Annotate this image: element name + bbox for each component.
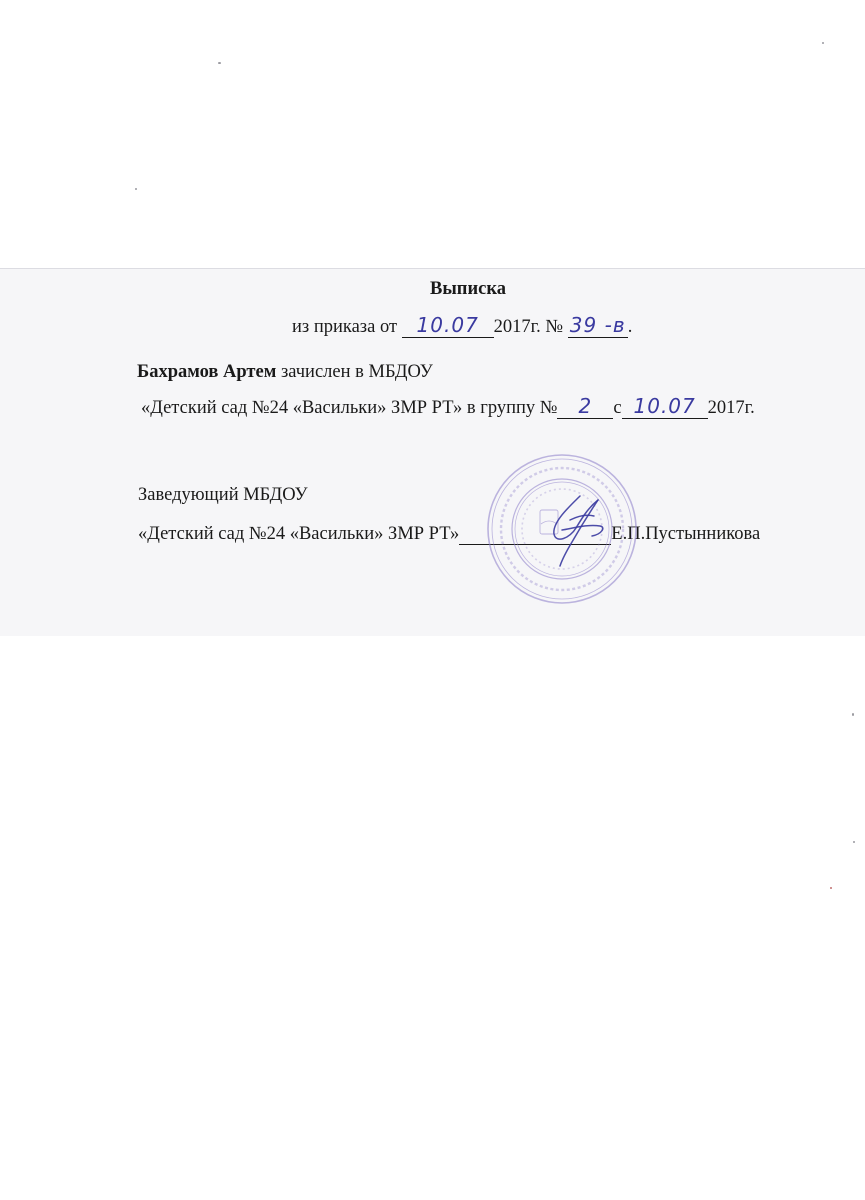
page-background-bottom: [0, 636, 865, 1200]
scan-speck: [830, 887, 832, 889]
signatory-line: [138, 523, 760, 545]
enrollment-line: [137, 361, 433, 383]
scan-speck: [218, 62, 221, 64]
scan-speck: [822, 42, 824, 44]
order-line: [292, 313, 633, 338]
group-date-handwritten: 10.07: [633, 394, 696, 418]
group-number-handwritten: 2: [578, 394, 593, 418]
handwritten-signature: [540, 490, 615, 570]
order-number-field: [568, 313, 628, 338]
order-suffix: .: [627, 317, 633, 337]
group-year-text: 2017г.: [707, 398, 755, 418]
document-title: Выписка: [430, 279, 506, 299]
group-prefix: «Детский сад №24 «Васильки» ЗМР РТ» в группу №: [141, 398, 558, 418]
group-line: [141, 394, 755, 419]
order-number-handwritten: 39 -в: [569, 313, 626, 337]
order-prefix: из приказа от: [292, 317, 398, 337]
scan-speck: [852, 713, 854, 716]
order-year-text: 2017г. №: [493, 317, 564, 337]
scan-speck: [853, 841, 855, 843]
enrollment-text: зачислен в МБДОУ: [280, 362, 433, 382]
page-background-top: [0, 0, 865, 268]
signatory-position: Заведующий МБДОУ: [138, 485, 308, 505]
order-date-handwritten: 10.07: [416, 313, 479, 337]
scan-speck: [135, 188, 137, 190]
child-name: Бахрамов Артем: [137, 362, 277, 382]
group-from-text: с: [613, 398, 622, 418]
group-number-field: [557, 394, 613, 419]
signatory-org: «Детский сад №24 «Васильки» ЗМР РТ»: [138, 524, 460, 544]
signatory-name: Е.П.Пустынникова: [611, 524, 761, 544]
order-date-field: [402, 313, 494, 338]
group-date-field: [622, 394, 708, 419]
